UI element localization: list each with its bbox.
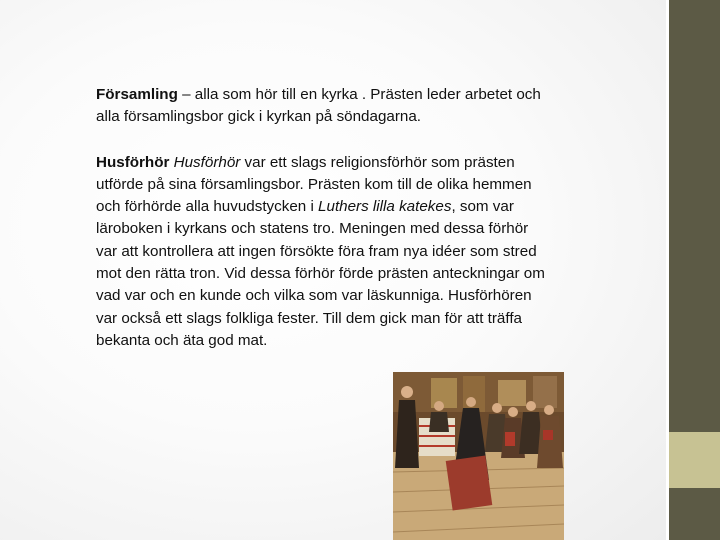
slide-text [96, 84, 546, 375]
term-husforhor: Husförhör [96, 153, 170, 171]
definition-forsamling: – alla som hör till en kyrka . Prästen leder arbetet och alla församlingsbor gick i kyrkan på söndagarna. [96, 86, 541, 126]
side-band-top [669, 0, 720, 432]
side-band-accent [669, 432, 720, 488]
paragraph-husforhor [96, 152, 546, 353]
term-husforhor-italic: Husförhör [173, 153, 241, 171]
term-forsamling: Församling [96, 86, 178, 103]
paragraph-forsamling [96, 84, 546, 129]
definition-husforhor-part2: , som var läroboken i kyrkans och statens tro. Meningen med dessa förhör var att kontrollera att ingen försökte föra fram nya idéer som stred mot den rätta tron. Vid dessa förhör förde prästen anteckningar om vad var och en kunde och vilka som var läskunniga. Husförhören var också ett slags folkliga fester. Till dem gick man för att träffa bekanta och äta god mat. [96, 198, 545, 349]
painting-illustration [393, 372, 564, 540]
side-band-bottom [669, 488, 720, 540]
husforhor-painting [393, 372, 564, 540]
book-title: Luthers lilla katekes [318, 198, 452, 216]
definition-husforhor-part1: var ett slags religionsförhör som prästen utförde på sina församlingsbor. Prästen kom till de olika hemmen och förhörde alla huvudstycken i [96, 153, 532, 216]
